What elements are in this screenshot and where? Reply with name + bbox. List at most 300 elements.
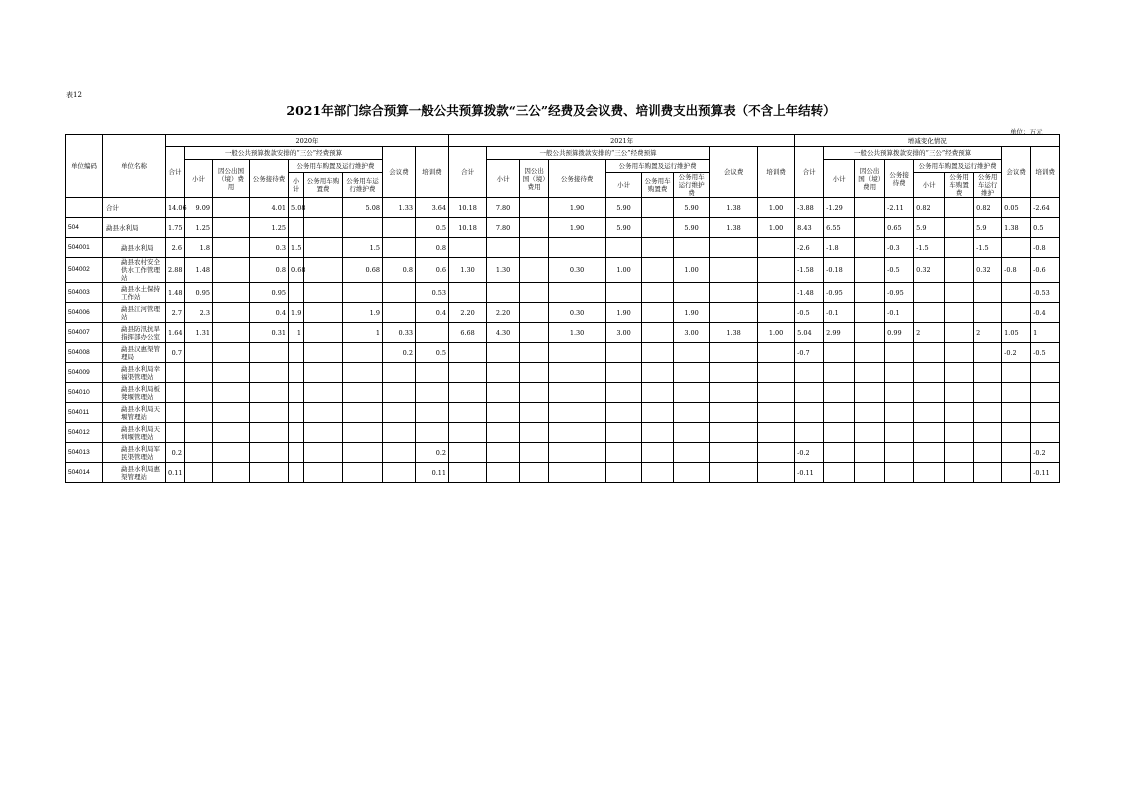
value-cell [520,198,549,218]
value-cell [166,363,185,383]
value-cell [549,343,606,363]
value-cell: 0.4 [250,303,289,323]
value-cell: -0.5 [1031,343,1060,363]
header-change: 增减变化情况 [795,135,1060,147]
value-cell [855,463,885,483]
value-cell [974,343,1002,363]
value-cell [824,363,855,383]
value-cell: 1.38 [710,323,758,343]
value-cell [549,443,606,463]
value-cell [1002,303,1031,323]
value-cell: 0.4 [416,303,449,323]
value-cell [606,238,642,258]
unit-code-cell: 504006 [66,303,103,323]
value-cell [289,403,304,423]
value-cell [304,258,343,283]
value-cell: -0.95 [824,283,855,303]
value-cell [795,403,824,423]
header-reception-2020: 公务接待费 [250,160,289,198]
value-cell [674,343,710,363]
unit-code-cell: 504014 [66,463,103,483]
value-cell: 5.90 [674,218,710,238]
value-cell [383,383,416,403]
table-body [66,198,1060,483]
value-cell: 0.82 [914,198,945,218]
header-subtotal-2021: 小计 [487,160,520,198]
value-cell [945,403,974,423]
value-cell: -0.2 [1002,343,1031,363]
value-cell [974,463,1002,483]
unit-name-cell: 勐县汉惠渠管理局 [103,343,166,363]
value-cell: 0.95 [185,283,213,303]
value-cell: 0.8 [250,258,289,283]
value-cell [487,443,520,463]
header-purchase-2021: 公务用车购置费 [642,173,674,198]
value-cell [1002,283,1031,303]
value-cell [885,343,914,363]
value-cell [250,363,289,383]
value-cell [185,443,213,463]
table-row [66,258,1060,283]
value-cell [213,343,250,363]
value-cell [487,343,520,363]
value-cell [383,303,416,323]
value-cell [213,403,250,423]
header-vehicle-subtotal-2021: 小计 [606,173,642,198]
value-cell [945,443,974,463]
value-cell [674,423,710,443]
unit-name-cell: 勐县水利局板凳堰管理站 [103,383,166,403]
value-cell [416,323,449,343]
value-cell: 10.18 [449,218,487,238]
value-cell: 2.20 [487,303,520,323]
value-cell [824,403,855,423]
value-cell [383,443,416,463]
value-cell [289,443,304,463]
value-cell: 1.00 [758,198,795,218]
value-cell: 1.00 [674,258,710,283]
value-cell [416,423,449,443]
value-cell: 6.68 [449,323,487,343]
value-cell [674,463,710,483]
header-subtotal-2020: 小计 [185,160,213,198]
value-cell: 1.38 [710,198,758,218]
value-cell [824,463,855,483]
value-cell [487,363,520,383]
value-cell [758,383,795,403]
value-cell [449,238,487,258]
table-row [66,403,1060,423]
value-cell [304,303,343,323]
value-cell: 2.99 [824,323,855,343]
value-cell [383,403,416,423]
header-vehicle-subtotal-change: 小计 [914,173,945,198]
table-row [66,443,1060,463]
value-cell [642,363,674,383]
value-cell [416,403,449,423]
value-cell: -1.29 [824,198,855,218]
value-cell: 0.30 [549,303,606,323]
value-cell [710,283,758,303]
value-cell [974,423,1002,443]
value-cell: -2.64 [1031,198,1060,218]
value-cell [1031,363,1060,383]
unit-name-cell: 勐县农村安全供水工作管理站 [103,258,166,283]
table-row [66,198,1060,218]
header-abroad-2021: 因公出国（境）费用 [520,160,549,198]
value-cell [304,198,343,218]
value-cell: 0.5 [416,218,449,238]
value-cell [642,323,674,343]
value-cell: -0.95 [885,283,914,303]
unit-code-cell: 504009 [66,363,103,383]
value-cell [914,343,945,363]
value-cell [914,383,945,403]
value-cell [945,383,974,403]
table-number: 表12 [66,91,82,99]
unit-name-cell: 勐县水利局幸福渠管理站 [103,363,166,383]
value-cell [343,403,383,423]
value-cell [758,258,795,283]
value-cell [710,303,758,323]
value-cell: 0.7 [166,343,185,363]
value-cell [213,258,250,283]
value-cell [710,423,758,443]
value-cell [383,463,416,483]
value-cell [304,343,343,363]
value-cell [855,403,885,423]
value-cell [974,363,1002,383]
value-cell: 0.95 [250,283,289,303]
unit-name-cell: 勐县水利局 [103,238,166,258]
unit-name-cell: 勐县江河管理站 [103,303,166,323]
value-cell [710,363,758,383]
table-row [66,363,1060,383]
value-cell [642,383,674,403]
value-cell: 1.25 [185,218,213,238]
value-cell: 10.18 [449,198,487,218]
value-cell [1002,423,1031,443]
value-cell [710,383,758,403]
value-cell [549,403,606,423]
value-cell: 1.8 [185,238,213,258]
value-cell [304,218,343,238]
value-cell [914,443,945,463]
header-training-2021: 培训费 [758,147,795,198]
header-meeting-2021: 会议费 [710,147,758,198]
value-cell [213,238,250,258]
value-cell: 7.80 [487,218,520,238]
value-cell [855,283,885,303]
value-cell: -3.88 [795,198,824,218]
value-cell: 5.08 [289,198,304,218]
header-vehicle-2021: 公务用车购置及运行维护费 [606,160,710,173]
header-reception-2021: 公务接待费 [549,160,606,198]
unit-name-cell: 勐县水利局 [103,218,166,238]
value-cell [855,303,885,323]
value-cell: 5.90 [606,198,642,218]
value-cell [855,238,885,258]
value-cell: 1.00 [758,323,795,343]
value-cell [549,423,606,443]
value-cell [855,363,885,383]
value-cell [449,343,487,363]
value-cell: 2.88 [166,258,185,283]
value-cell [185,423,213,443]
value-cell [520,403,549,423]
value-cell: 1.25 [250,218,289,238]
value-cell: 1.64 [166,323,185,343]
value-cell [416,363,449,383]
value-cell: 1.30 [549,323,606,343]
value-cell [674,238,710,258]
value-cell [520,238,549,258]
page-title: 2021年部门综合预算一般公共预算拨款“三公”经费及会议费、培训费支出预算表（不含上年结转） [286,103,836,118]
value-cell [449,403,487,423]
value-cell: 0.6 [416,258,449,283]
value-cell [974,443,1002,463]
value-cell: -1.5 [974,238,1002,258]
value-cell [642,218,674,238]
value-cell [289,218,304,238]
unit-code-cell: 504007 [66,323,103,343]
value-cell: 0.68 [343,258,383,283]
value-cell [213,218,250,238]
value-cell: 5.9 [914,218,945,238]
value-cell [449,283,487,303]
value-cell [520,443,549,463]
unit-name-cell: 合计 [103,198,166,218]
value-cell [824,443,855,463]
header-training-2020: 培训费 [416,147,449,198]
value-cell [795,423,824,443]
value-cell [250,383,289,403]
header-year-2021: 2021年 [449,135,795,147]
value-cell [642,258,674,283]
value-cell [974,383,1002,403]
value-cell [945,238,974,258]
header-abroad-change: 因公出国（境）费用 [855,160,885,198]
value-cell [383,218,416,238]
value-cell [487,238,520,258]
value-cell [250,443,289,463]
value-cell: -0.1 [885,303,914,323]
header-year-2020: 2020年 [166,135,449,147]
value-cell: 0.68 [289,258,304,283]
value-cell [885,403,914,423]
value-cell [855,198,885,218]
value-cell [343,343,383,363]
value-cell [166,383,185,403]
unit-code-cell: 504 [66,218,103,238]
value-cell: 1.30 [487,258,520,283]
value-cell [343,383,383,403]
value-cell [945,218,974,238]
value-cell: -0.8 [1002,258,1031,283]
value-cell [885,463,914,483]
value-cell: 0.11 [166,463,185,483]
value-cell [289,283,304,303]
value-cell: 1.90 [674,303,710,323]
value-cell: 1.38 [1002,218,1031,238]
value-cell: 0.3 [250,238,289,258]
value-cell: -2.11 [885,198,914,218]
value-cell [289,363,304,383]
value-cell: 1.38 [710,218,758,238]
value-cell [304,323,343,343]
value-cell [855,343,885,363]
value-cell [343,423,383,443]
value-cell [487,283,520,303]
value-cell: 1.90 [549,218,606,238]
value-cell [855,258,885,283]
value-cell: 7.80 [487,198,520,218]
value-cell [304,363,343,383]
value-cell: 1 [343,323,383,343]
header-general-2021: 一般公共预算拨款安排的“三公”经费预算 [487,147,710,160]
value-cell [166,423,185,443]
value-cell: 0.8 [383,258,416,283]
value-cell [758,283,795,303]
value-cell [824,343,855,363]
value-cell [520,258,549,283]
value-cell: 1.9 [343,303,383,323]
value-cell [166,403,185,423]
value-cell [945,343,974,363]
value-cell [289,423,304,443]
value-cell [289,343,304,363]
header-general-2020: 一般公共预算拨款安排的“三公”经费预算 [185,147,383,160]
value-cell [1002,363,1031,383]
value-cell [710,443,758,463]
value-cell [914,423,945,443]
value-cell: 1 [1031,323,1060,343]
value-cell: 0.05 [1002,198,1031,218]
value-cell: 9.09 [185,198,213,218]
value-cell: 1.9 [289,303,304,323]
value-cell: 2.20 [449,303,487,323]
value-cell: 0.8 [416,238,449,258]
value-cell [213,198,250,218]
value-cell: -0.1 [824,303,855,323]
value-cell [914,463,945,483]
value-cell: 1.00 [606,258,642,283]
value-cell [549,238,606,258]
value-cell: 0.30 [549,258,606,283]
header-unit-code: 单位编码 [66,135,103,198]
value-cell: 1.48 [166,283,185,303]
value-cell [520,303,549,323]
value-cell [945,463,974,483]
value-cell: -0.5 [885,258,914,283]
value-cell [606,443,642,463]
value-cell [824,383,855,403]
value-cell [885,363,914,383]
header-unit-name: 单位名称 [103,135,166,198]
value-cell: 0.5 [1031,218,1060,238]
unit-code-cell: 504008 [66,343,103,363]
value-cell [213,383,250,403]
value-cell [304,283,343,303]
value-cell [674,403,710,423]
value-cell: 0.82 [974,198,1002,218]
value-cell [449,423,487,443]
value-cell [1031,383,1060,403]
value-cell: 2 [974,323,1002,343]
value-cell [250,403,289,423]
value-cell: -0.18 [824,258,855,283]
value-cell: -1.58 [795,258,824,283]
header-purchase-2020: 公务用车购置费 [304,173,343,198]
value-cell [914,283,945,303]
unit-code-cell: 504011 [66,403,103,423]
value-cell: 1.05 [1002,323,1031,343]
value-cell [1031,423,1060,443]
value-cell [606,403,642,423]
value-cell [1002,238,1031,258]
value-cell: 1.33 [383,198,416,218]
value-cell [520,343,549,363]
table-row [66,323,1060,343]
value-cell: -0.8 [1031,238,1060,258]
value-cell [304,403,343,423]
value-cell [758,423,795,443]
value-cell: 1.75 [166,218,185,238]
value-cell [885,383,914,403]
header-reception-change: 公务接待费 [885,160,914,198]
value-cell [343,443,383,463]
value-cell [642,343,674,363]
value-cell [758,463,795,483]
header-operation-2020: 公务用车运行维护费 [343,173,383,198]
value-cell [795,383,824,403]
header-purchase-change: 公务用车购置费 [945,173,974,198]
value-cell: 6.55 [824,218,855,238]
value-cell [520,463,549,483]
header-operation-2021: 公务用车运行维护费 [674,173,710,198]
value-cell [304,238,343,258]
value-cell [383,283,416,303]
value-cell: 0.99 [885,323,914,343]
value-cell [606,383,642,403]
value-cell: -2.6 [795,238,824,258]
value-cell [520,283,549,303]
value-cell [945,423,974,443]
value-cell [710,238,758,258]
value-cell: 4.30 [487,323,520,343]
table-row [66,303,1060,323]
value-cell [213,463,250,483]
value-cell [185,343,213,363]
value-cell [185,363,213,383]
unit-code-cell: 504012 [66,423,103,443]
value-cell [974,403,1002,423]
value-cell [855,323,885,343]
value-cell [945,198,974,218]
value-cell: 5.90 [606,218,642,238]
value-cell [343,463,383,483]
value-cell: -1.5 [914,238,945,258]
value-cell [795,363,824,383]
value-cell [185,383,213,403]
unit-label: 单位：万元 [1010,128,1043,136]
value-cell [642,463,674,483]
value-cell [914,363,945,383]
value-cell [606,363,642,383]
value-cell [1002,443,1031,463]
value-cell [710,403,758,423]
unit-code-cell: 504013 [66,443,103,463]
